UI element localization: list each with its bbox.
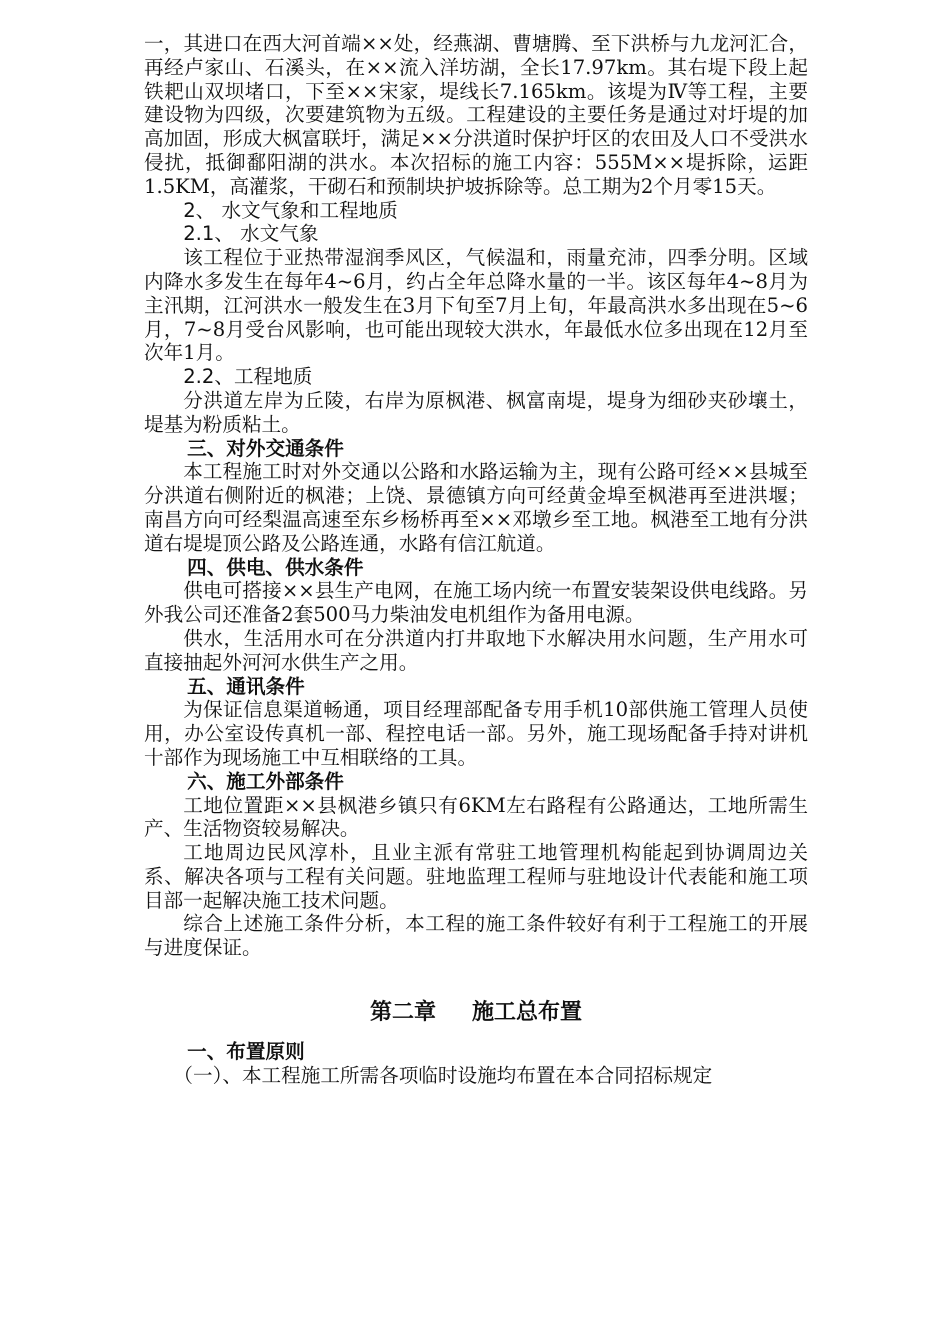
section-heading-power-water: 四、供电、供水条件 — [187, 555, 364, 579]
external-conditions-paragraph-2: 工地周边民风淳朴，且业主派有常驻工地管理机构能起到协调周边关系、解决各项与工程有关问题。驻地监理工程师与驻地设计代表能和施工项目部一起解决施工技术问题。 — [144, 841, 808, 912]
section-heading-layout-principles: 一、布置原则 — [187, 1040, 305, 1064]
summary-paragraph: 综合上述施工条件分析，本工程的施工条件较好有利于工程施工的开展与进度保证。 — [144, 912, 808, 960]
subsection-heading-geology: 2.2、工程地质 — [183, 365, 313, 389]
chapter-title — [144, 998, 808, 1028]
water-paragraph: 供水，生活用水可在分洪道内打井取地下水解决用水问题，生产用水可直接抽起外河河水供生产之用。 — [144, 626, 808, 674]
section-heading-hydrology-geology: 2、 水文气象和工程地质 — [183, 198, 398, 222]
chapter-number: 第二章 — [369, 1000, 436, 1026]
chapter-name: 施工总布置 — [472, 1000, 583, 1026]
power-paragraph: 供电可搭接××县生产电网，在施工场内统一布置安装架设供电线路。另外我公司还准备2套500马力柴油发电机组作为备用电源。 — [144, 579, 808, 627]
document-page — [144, 32, 808, 1088]
section-heading-external-conditions: 六、施工外部条件 — [187, 769, 344, 793]
subsection-heading-hydrology: 2.1、 水文气象 — [183, 222, 319, 246]
section-heading-transport: 三、对外交通条件 — [187, 436, 344, 460]
external-conditions-paragraph-1: 工地位置距××县枫港乡镇只有6KM左右路程有公路通达，工地所需生产、生活物资较易解决。 — [144, 793, 808, 841]
hydrology-paragraph: 该工程位于亚热带湿润季风区，气候温和，雨量充沛，四季分明。区域内降水多发生在每年4~6月，约占全年总降水量的一半。该区每年4~8月为主汛期，江河洪水一般发生在3月下旬至7月上旬，年最高洪水多出现在5~6月，7~8月受台风影响，也可能出现较大洪水，年最低水位多出现在12月至次年1月。 — [144, 246, 808, 365]
communication-paragraph: 为保证信息渠道畅通，项目经理部配备专用手机10部供施工管理人员使用，办公室设传真机一部、程控电话一部。另外，施工现场配备手持对讲机十部作为现场施工中互相联络的工具。 — [144, 698, 808, 769]
intro-paragraph: 一，其进口在西大河首端××处，经燕湖、曹塘腾、至下洪桥与九龙河汇合，再经卢家山、石溪头，在××流入洋坊湖，全长17.97km。其右堤下段上起铁耙山双坝堵口，下至××宋家，堤线长7.165km。该堤为Ⅳ等工程，主要建设物为四级，次要建筑物为五级。工程建设的主要任务是通过对圩堤的加高加固，形成大枫富联圩，满足××分洪道时保护圩区的农田及人口不受洪水侵扰，抵御鄱阳湖的洪水。本次招标的施工内容：555M××堤拆除，运距1.5KM，高灌浆，干砌石和预制块护坡拆除等。总工期为2个月零15天。 — [144, 32, 808, 198]
section-heading-communication: 五、通讯条件 — [187, 674, 305, 698]
transport-paragraph: 本工程施工时对外交通以公路和水路运输为主，现有公路可经××县城至分洪道右侧附近的枫港；上饶、景德镇方向可经黄金埠至枫港再至进洪堰；南昌方向可经梨温高速至东乡杨桥再至××邓墩乡至工地。枫港至工地有分洪道右堤堤顶公路及公路连通，水路有信江航道。 — [144, 460, 808, 555]
geology-paragraph: 分洪道左岸为丘陵，右岸为原枫港、枫富南堤，堤身为细砂夹砂壤土，堤基为粉质粘土。 — [144, 388, 808, 436]
layout-principles-paragraph: （一）、本工程施工所需各项临时设施均布置在本合同招标规定 — [173, 1063, 713, 1087]
